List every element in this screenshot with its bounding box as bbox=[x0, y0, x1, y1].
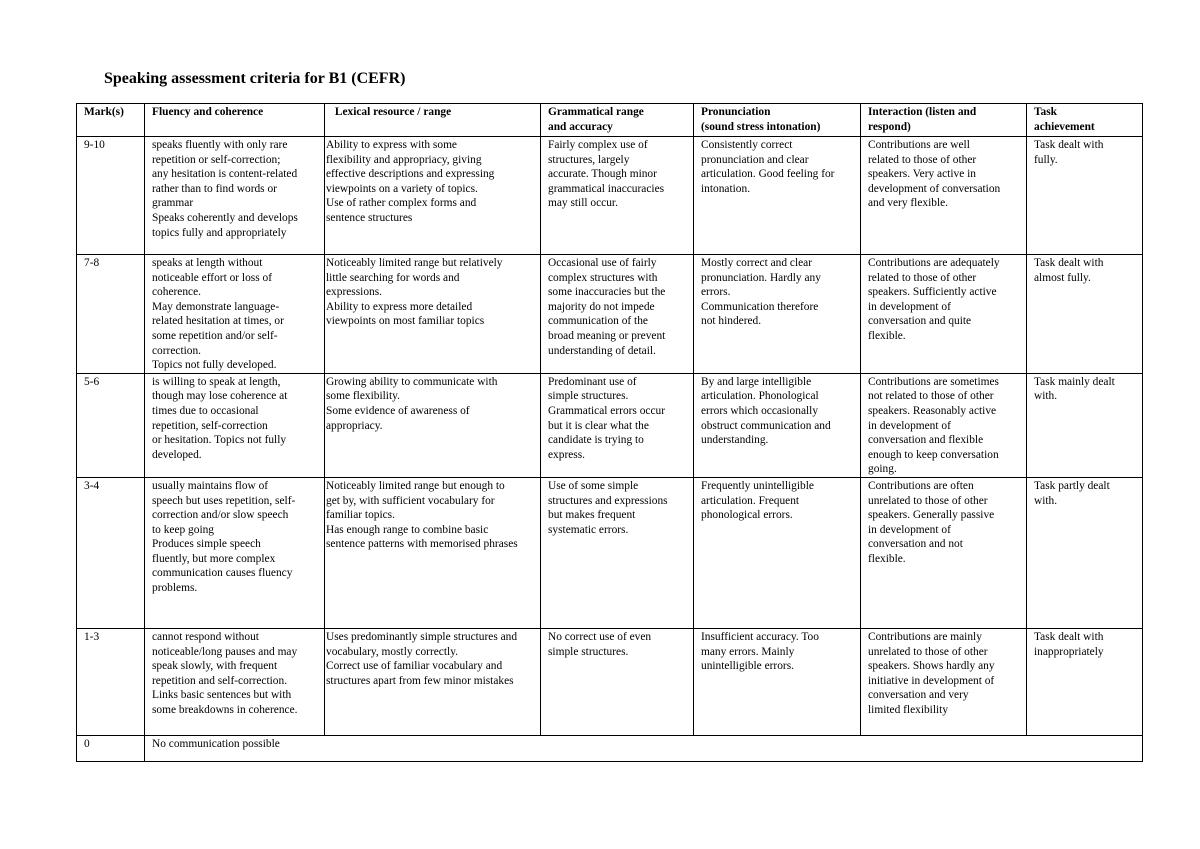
interaction-cell: Contributions are adequately related to those of other speakers. Sufficiently active in development of conversation and quite flexible. bbox=[861, 255, 1027, 374]
header-marks: Mark(s) bbox=[77, 104, 145, 137]
grammar-cell: Fairly complex use of structures, largely accurate. Though minor grammatical inaccuracies may still occur. bbox=[541, 137, 694, 255]
mark-cell: 5-6 bbox=[77, 373, 145, 477]
pronunciation-cell: Mostly correct and clear pronunciation. Hardly any errors. Communication therefore not hindered. bbox=[694, 255, 861, 374]
fluency-cell: usually maintains flow of speech but uses repetition, self- correction and/or slow speech to keep going Produces simple speech fluently, but more complex communication causes fluency problems. bbox=[145, 477, 325, 628]
mark-cell: 7-8 bbox=[77, 255, 145, 374]
table-row bbox=[77, 137, 1143, 255]
interaction-cell: Contributions are sometimes not related to those of other speakers. Reasonably active in development of conversation and flexible enough to keep conversation going. bbox=[861, 373, 1027, 477]
mark-cell: 0 bbox=[77, 735, 145, 761]
pronunciation-cell: Consistently correct pronunciation and clear articulation. Good feeling for intonation. bbox=[694, 137, 861, 255]
pronunciation-cell: Frequently unintelligible articulation. Frequent phonological errors. bbox=[694, 477, 861, 628]
table-row bbox=[77, 373, 1143, 477]
interaction-cell: Contributions are often unrelated to those of other speakers. Generally passive in development of conversation and not flexible. bbox=[861, 477, 1027, 628]
fluency-cell: cannot respond without noticeable/long pauses and may speak slowly, with frequent repetition and self-correction. Links basic sentences but with some breakdowns in coherence. bbox=[145, 628, 325, 735]
table-row bbox=[77, 255, 1143, 374]
task-cell: Task mainly dealt with. bbox=[1027, 373, 1143, 477]
grammar-cell: Predominant use of simple structures. Grammatical errors occur but it is clear what the candidate is trying to express. bbox=[541, 373, 694, 477]
header-fluency: Fluency and coherence bbox=[145, 104, 325, 137]
header-task: Task achievement bbox=[1027, 104, 1143, 137]
table-row bbox=[77, 735, 1143, 761]
fluency-cell: speaks at length without noticeable effort or loss of coherence. May demonstrate language- related hesitation at times, or some repetition and/or self- correction. Topics not fully developed. bbox=[145, 255, 325, 374]
interaction-cell: Contributions are well related to those of other speakers. Very active in development of conversation and very flexible. bbox=[861, 137, 1027, 255]
mark-cell: 9-10 bbox=[77, 137, 145, 255]
fluency-cell: speaks fluently with only rare repetition or self-correction; any hesitation is content-related rather than to find words or grammar Speaks coherently and develops topics fully and appropriately bbox=[145, 137, 325, 255]
mark-cell: 3-4 bbox=[77, 477, 145, 628]
header-lexical: Lexical resource / range bbox=[325, 104, 541, 137]
grammar-cell: Occasional use of fairly complex structures with some inaccuracies but the majority do not impede communication of the broad meaning or prevent understanding of detail. bbox=[541, 255, 694, 374]
pronunciation-cell: Insufficient accuracy. Too many errors. Mainly unintelligible errors. bbox=[694, 628, 861, 735]
header-interaction: Interaction (listen and respond) bbox=[861, 104, 1027, 137]
header-grammar: Grammatical range and accuracy bbox=[541, 104, 694, 137]
table-row bbox=[77, 628, 1143, 735]
task-cell: Task dealt with inappropriately bbox=[1027, 628, 1143, 735]
page-title: Speaking assessment criteria for B1 (CEFR) bbox=[104, 70, 406, 87]
interaction-cell: Contributions are mainly unrelated to those of other speakers. Shows hardly any initiative in development of conversation and very limited flexibility bbox=[861, 628, 1027, 735]
task-cell: Task partly dealt with. bbox=[1027, 477, 1143, 628]
header-row bbox=[77, 104, 1143, 137]
pronunciation-cell: By and large intelligible articulation. Phonological errors which occasionally obstruct communication and understanding. bbox=[694, 373, 861, 477]
grammar-cell: Use of some simple structures and expressions but makes frequent systematic errors. bbox=[541, 477, 694, 628]
lexical-cell: Noticeably limited range but relatively little searching for words and expressions. Ability to express more detailed viewpoints on most familiar topics bbox=[325, 255, 541, 374]
lexical-cell: Noticeably limited range but enough to get by, with sufficient vocabulary for familiar topics. Has enough range to combine basic sentence patterns with memorised phrases bbox=[325, 477, 541, 628]
task-cell: Task dealt with almost fully. bbox=[1027, 255, 1143, 374]
fluency-cell: is willing to speak at length, though may lose coherence at times due to occasional repetition, self-correction or hesitation. Topics not fully developed. bbox=[145, 373, 325, 477]
no-communication-cell: No communication possible bbox=[145, 735, 1143, 761]
lexical-cell: Uses predominantly simple structures and vocabulary, mostly correctly. Correct use of familiar vocabulary and structures apart from few minor mistakes bbox=[325, 628, 541, 735]
header-pronunciation: Pronunciation (sound stress intonation) bbox=[694, 104, 861, 137]
lexical-cell: Ability to express with some flexibility and appropriacy, giving effective descriptions and expressing viewpoints on a variety of topics. Use of rather complex forms and sentence structures bbox=[325, 137, 541, 255]
mark-cell: 1-3 bbox=[77, 628, 145, 735]
table-row bbox=[77, 477, 1143, 628]
lexical-cell: Growing ability to communicate with some flexibility. Some evidence of awareness of appropriacy. bbox=[325, 373, 541, 477]
assessment-criteria-table bbox=[76, 103, 1143, 762]
task-cell: Task dealt with fully. bbox=[1027, 137, 1143, 255]
grammar-cell: No correct use of even simple structures. bbox=[541, 628, 694, 735]
